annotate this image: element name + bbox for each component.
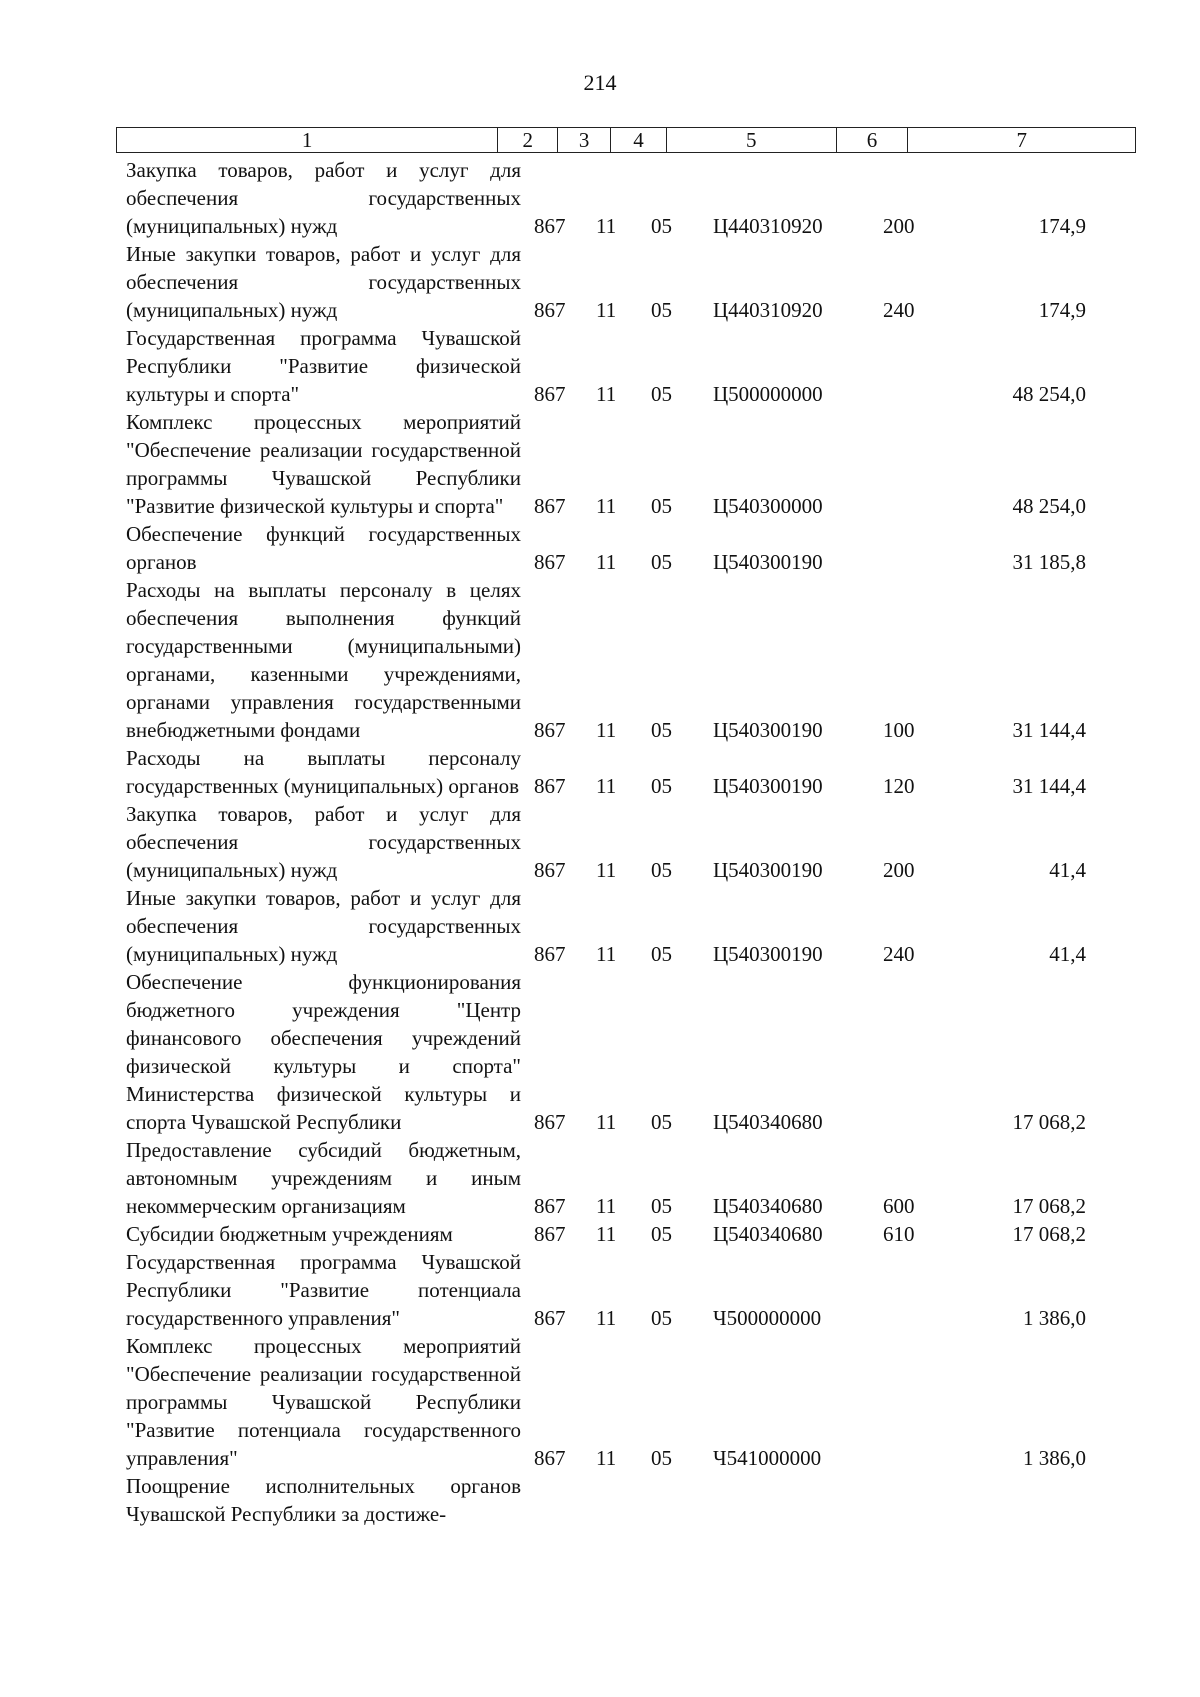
row-description: Расходы на выплаты персоналу в целях обеспечения выполнения функций государственными (муниципальными) органами, казенными учреждениями, органами управления государственными внебюджетными фондами [126, 578, 521, 742]
target-article-code: Ц540300190 [713, 550, 823, 574]
target-article-code: Ц440310920 [713, 298, 823, 322]
ministry-code: 867 [534, 382, 566, 406]
row-description: Обеспечение функционирования бюджетного учреждения "Центр финансового обеспечения учреждений физической культуры и спорта" Министерства физической культуры и спорта Чувашской Республики [126, 970, 521, 1134]
table-row [126, 1248, 1086, 1332]
ministry-code: 867 [534, 942, 566, 966]
section-code: 11 [596, 494, 617, 518]
section-code: 11 [596, 1110, 617, 1134]
ministry-code: 867 [534, 298, 566, 322]
subsection-code: 05 [651, 718, 672, 742]
table-row [126, 744, 1086, 800]
subsection-code: 05 [651, 494, 672, 518]
amount: 1 386,0 [1023, 1306, 1086, 1330]
amount: 174,9 [1038, 214, 1086, 238]
row-description: Поощрение исполнительных органов Чувашской Республики за достиже- [126, 1474, 521, 1526]
header-cell-3: 3 [558, 128, 611, 152]
target-article-code: Ц540300190 [713, 774, 823, 798]
ministry-code: 867 [534, 858, 566, 882]
subsection-code: 05 [651, 1194, 672, 1218]
subsection-code: 05 [651, 214, 672, 238]
expense-type-code: 600 [883, 1194, 915, 1218]
subsection-code: 05 [651, 1222, 672, 1246]
row-description: Государственная программа Чувашской Республики "Развитие потенциала государственного управления" [126, 1250, 521, 1330]
section-code: 11 [596, 942, 617, 966]
row-description: Расходы на выплаты персоналу государственных (муниципальных) органов [126, 746, 521, 798]
subsection-code: 05 [651, 382, 672, 406]
amount: 17 068,2 [1012, 1194, 1086, 1218]
table-row [126, 156, 1086, 240]
subsection-code: 05 [651, 1306, 672, 1330]
amount: 17 068,2 [1012, 1110, 1086, 1134]
section-code: 11 [596, 774, 617, 798]
amount: 41,4 [1049, 858, 1086, 882]
table-row [126, 1136, 1086, 1220]
target-article-code: Ц540300000 [713, 494, 823, 518]
ministry-code: 867 [534, 550, 566, 574]
section-code: 11 [596, 214, 617, 238]
target-article-code: Ц540340680 [713, 1110, 823, 1134]
subsection-code: 05 [651, 1446, 672, 1470]
subsection-code: 05 [651, 858, 672, 882]
amount: 31 185,8 [1012, 550, 1086, 574]
amount: 17 068,2 [1012, 1222, 1086, 1246]
target-article-code: Ц540300190 [713, 858, 823, 882]
table-row [126, 576, 1086, 744]
table-row [126, 1220, 1086, 1248]
subsection-code: 05 [651, 942, 672, 966]
amount: 41,4 [1049, 942, 1086, 966]
expense-type-code: 200 [883, 858, 915, 882]
target-article-code: Ц540300190 [713, 718, 823, 742]
budget-table-body [126, 156, 1086, 1528]
amount: 174,9 [1038, 298, 1086, 322]
page-number: 214 [583, 70, 617, 95]
row-description: Субсидии бюджетным учреждениям [126, 1222, 453, 1246]
section-code: 11 [596, 550, 617, 574]
table-row [126, 1332, 1086, 1472]
header-cell-5: 5 [667, 128, 837, 152]
section-code: 11 [596, 298, 617, 322]
target-article-code: Ц540300190 [713, 942, 823, 966]
ministry-code: 867 [534, 774, 566, 798]
row-description: Комплекс процессных мероприятий "Обеспечение реализации государственной программы Чувашской Республики "Развитие физической культуры и спорта" [126, 410, 521, 518]
row-description: Комплекс процессных мероприятий "Обеспечение реализации государственной программы Чувашской Республики "Развитие потенциала государственного управления" [126, 1334, 521, 1470]
amount: 31 144,4 [1012, 774, 1086, 798]
expense-type-code: 200 [883, 214, 915, 238]
header-cell-1: 1 [117, 128, 498, 152]
ministry-code: 867 [534, 1110, 566, 1134]
header-cell-6: 6 [837, 128, 909, 152]
row-description: Государственная программа Чувашской Республики "Развитие физической культуры и спорта" [126, 326, 521, 406]
amount: 48 254,0 [1012, 494, 1086, 518]
header-cell-7: 7 [1016, 128, 1027, 152]
section-code: 11 [596, 1194, 617, 1218]
table-row [126, 520, 1086, 576]
section-code: 11 [596, 1222, 617, 1246]
section-code: 11 [596, 1446, 617, 1470]
table-header [116, 127, 1136, 153]
header-cell-4: 4 [611, 128, 667, 152]
ministry-code: 867 [534, 1306, 566, 1330]
amount: 31 144,4 [1012, 718, 1086, 742]
target-article-code: Ч541000000 [713, 1446, 822, 1470]
subsection-code: 05 [651, 298, 672, 322]
table-row [126, 240, 1086, 324]
subsection-code: 05 [651, 774, 672, 798]
expense-type-code: 240 [883, 942, 915, 966]
subsection-code: 05 [651, 1110, 672, 1134]
ministry-code: 867 [534, 494, 566, 518]
table-row [126, 800, 1086, 884]
target-article-code: Ч500000000 [713, 1306, 822, 1330]
table-row [126, 1472, 1086, 1528]
ministry-code: 867 [534, 214, 566, 238]
table-row [126, 408, 1086, 520]
section-code: 11 [596, 382, 617, 406]
expense-type-code: 610 [883, 1222, 915, 1246]
table-row [126, 884, 1086, 968]
ministry-code: 867 [534, 718, 566, 742]
ministry-code: 867 [534, 1194, 566, 1218]
target-article-code: Ц540340680 [713, 1194, 823, 1218]
row-description: Закупка товаров, работ и услуг для обеспечения государственных (муниципальных) нужд [126, 158, 521, 238]
expense-type-code: 100 [883, 718, 915, 742]
target-article-code: Ц500000000 [713, 382, 823, 406]
ministry-code: 867 [534, 1446, 566, 1470]
target-article-code: Ц440310920 [713, 214, 823, 238]
subsection-code: 05 [651, 550, 672, 574]
section-code: 11 [596, 1306, 617, 1330]
row-description: Иные закупки товаров, работ и услуг для обеспечения государственных (муниципальных) нужд [126, 242, 521, 322]
amount: 1 386,0 [1023, 1446, 1086, 1470]
expense-type-code: 120 [883, 774, 915, 798]
section-code: 11 [596, 718, 617, 742]
row-description: Обеспечение функций государственных органов [126, 522, 521, 574]
section-code: 11 [596, 858, 617, 882]
header-cell-2: 2 [498, 128, 558, 152]
expense-type-code: 240 [883, 298, 915, 322]
table-row [126, 968, 1086, 1136]
table-row [126, 324, 1086, 408]
row-description: Иные закупки товаров, работ и услуг для обеспечения государственных (муниципальных) нужд [126, 886, 521, 966]
row-description: Предоставление субсидий бюджетным, автономным учреждениям и иным некоммерческим организациям [126, 1138, 521, 1218]
amount: 48 254,0 [1012, 382, 1086, 406]
row-description: Закупка товаров, работ и услуг для обеспечения государственных (муниципальных) нужд [126, 802, 521, 882]
ministry-code: 867 [534, 1222, 566, 1246]
target-article-code: Ц540340680 [713, 1222, 823, 1246]
